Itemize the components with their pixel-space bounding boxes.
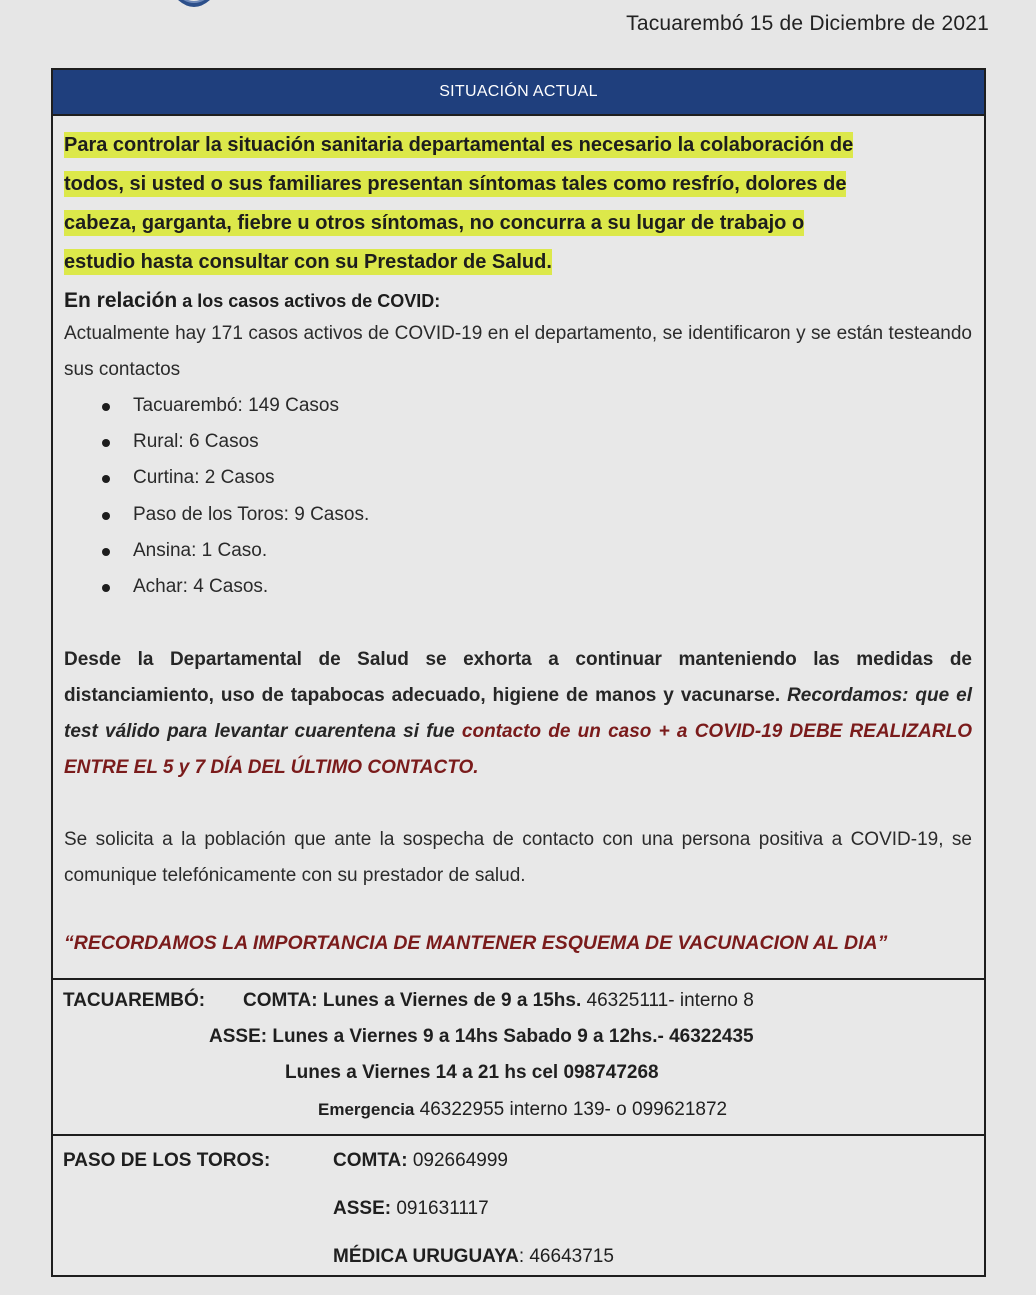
bullet-icon: [102, 439, 110, 447]
asse-line-2: Lunes a Viernes 14 a 21 hs cel 098747268: [285, 1062, 659, 1083]
comta-phone: 46325111- interno 8: [581, 990, 754, 1011]
city-label: TACUAREMBÓ:: [63, 990, 206, 1011]
list-item: [102, 460, 972, 496]
cases-list: [64, 388, 972, 605]
medica-line: [333, 1246, 614, 1268]
asse-line: ASSE: Lunes a Viernes 9 a 14hs Sabado 9 a 12hs.- 46322435: [209, 1026, 754, 1047]
case-text: Rural: 6 Casos: [133, 431, 259, 453]
comta-hours: Lunes a Viernes de 9 a 15hs.: [317, 990, 582, 1011]
comta-line: [333, 1150, 508, 1172]
asse-label: ASSE:: [333, 1198, 392, 1219]
asse-value: 091631117: [391, 1198, 489, 1219]
list-item: [102, 497, 972, 533]
bullet-icon: [102, 403, 110, 411]
intro-paragraph: [64, 126, 972, 282]
medica-label: MÉDICA URUGUAYA: [333, 1246, 519, 1267]
comta-value: 092664999: [407, 1150, 508, 1171]
emergencia-value: 46322955 interno 139- o 099621872: [414, 1099, 728, 1120]
case-text: Curtina: 2 Casos: [133, 467, 275, 489]
bullet-icon: [102, 512, 110, 520]
city-label: PASO DE LOS TOROS:: [63, 1150, 271, 1171]
intro-line: Para controlar la situación sanitaria departamental es necesario la colaboración de: [64, 134, 854, 156]
subheading-rest: a los casos activos de COVID:: [177, 291, 441, 311]
intro-line: cabeza, garganta, fiebre u otros síntomas, no concurra a su lugar de trabajo o: [64, 212, 805, 234]
cases-subheading: [64, 286, 972, 316]
tacuarembo-contacts: [53, 978, 984, 1134]
list-item: [102, 424, 972, 460]
medica-value: : 46643715: [518, 1246, 614, 1267]
case-text: Achar: 4 Casos.: [133, 576, 269, 598]
bullet-icon: [102, 475, 110, 483]
reminder-highlight: contacto de un caso + a COVID-19 DEBE REALIZARLO ENTRE EL 5 y 7 DÍA DEL ÚLTIMO CONTACTO.: [64, 721, 972, 779]
intro-line: estudio hasta consultar con su Prestador de Salud.: [64, 251, 552, 273]
list-item: [102, 569, 972, 605]
bullet-icon: [102, 584, 110, 592]
exhort-text: Desde la Departamental de Salud se exhorta a continuar manteniendo las medidas de distanciamiento, uso de tapabocas adecuado, higiene de manos y vacunarse.: [64, 649, 972, 707]
emergencia-line: [318, 1099, 727, 1121]
list-item: [102, 388, 972, 424]
comta-label: COMTA:: [333, 1150, 408, 1171]
request-paragraph: Se solicita a la población que ante la sospecha de contacto con una persona positiva a COVID-19, se comunique telefónicamente con su prestador de salud.: [64, 829, 972, 887]
comta-label: COMTA:: [243, 990, 318, 1011]
case-text: Paso de los Toros: 9 Casos.: [133, 503, 370, 525]
comta-line: [243, 990, 754, 1012]
subheading-main: En relación: [64, 289, 178, 312]
emergencia-label: Emergencia: [318, 1100, 415, 1119]
notice-body: [53, 116, 984, 958]
section-header: SITUACIÓN ACTUAL: [53, 70, 984, 116]
coat-of-arms-logo: [168, 0, 220, 14]
reminder-text: Recordamos: que el test válido para levantar cuarentena si fue: [64, 685, 972, 743]
vaccination-quote: “RECORDAMOS LA IMPORTANCIA DE MANTENER ESQUEMA DE VACUNACION AL DIA”: [64, 932, 888, 955]
case-text: Tacuarembó: 149 Casos: [133, 395, 339, 416]
notice-document: [51, 68, 986, 1277]
date-line: Tacuarembó 15 de Diciembre de 2021: [626, 12, 989, 35]
asse-line: [333, 1198, 489, 1220]
paso-de-los-toros-contacts: [53, 1134, 984, 1281]
exhort-paragraph: [64, 642, 972, 786]
bullet-icon: [102, 548, 110, 556]
case-text: Ansina: 1 Caso.: [133, 539, 268, 561]
list-item: [102, 533, 972, 569]
active-cases-text: Actualmente hay 171 casos activos de COVID-19 en el departamento, se identificaron y se están testeando sus contactos: [64, 323, 972, 380]
intro-line: todos, si usted o sus familiares presentan síntomas tales como resfrío, dolores de: [64, 173, 847, 195]
